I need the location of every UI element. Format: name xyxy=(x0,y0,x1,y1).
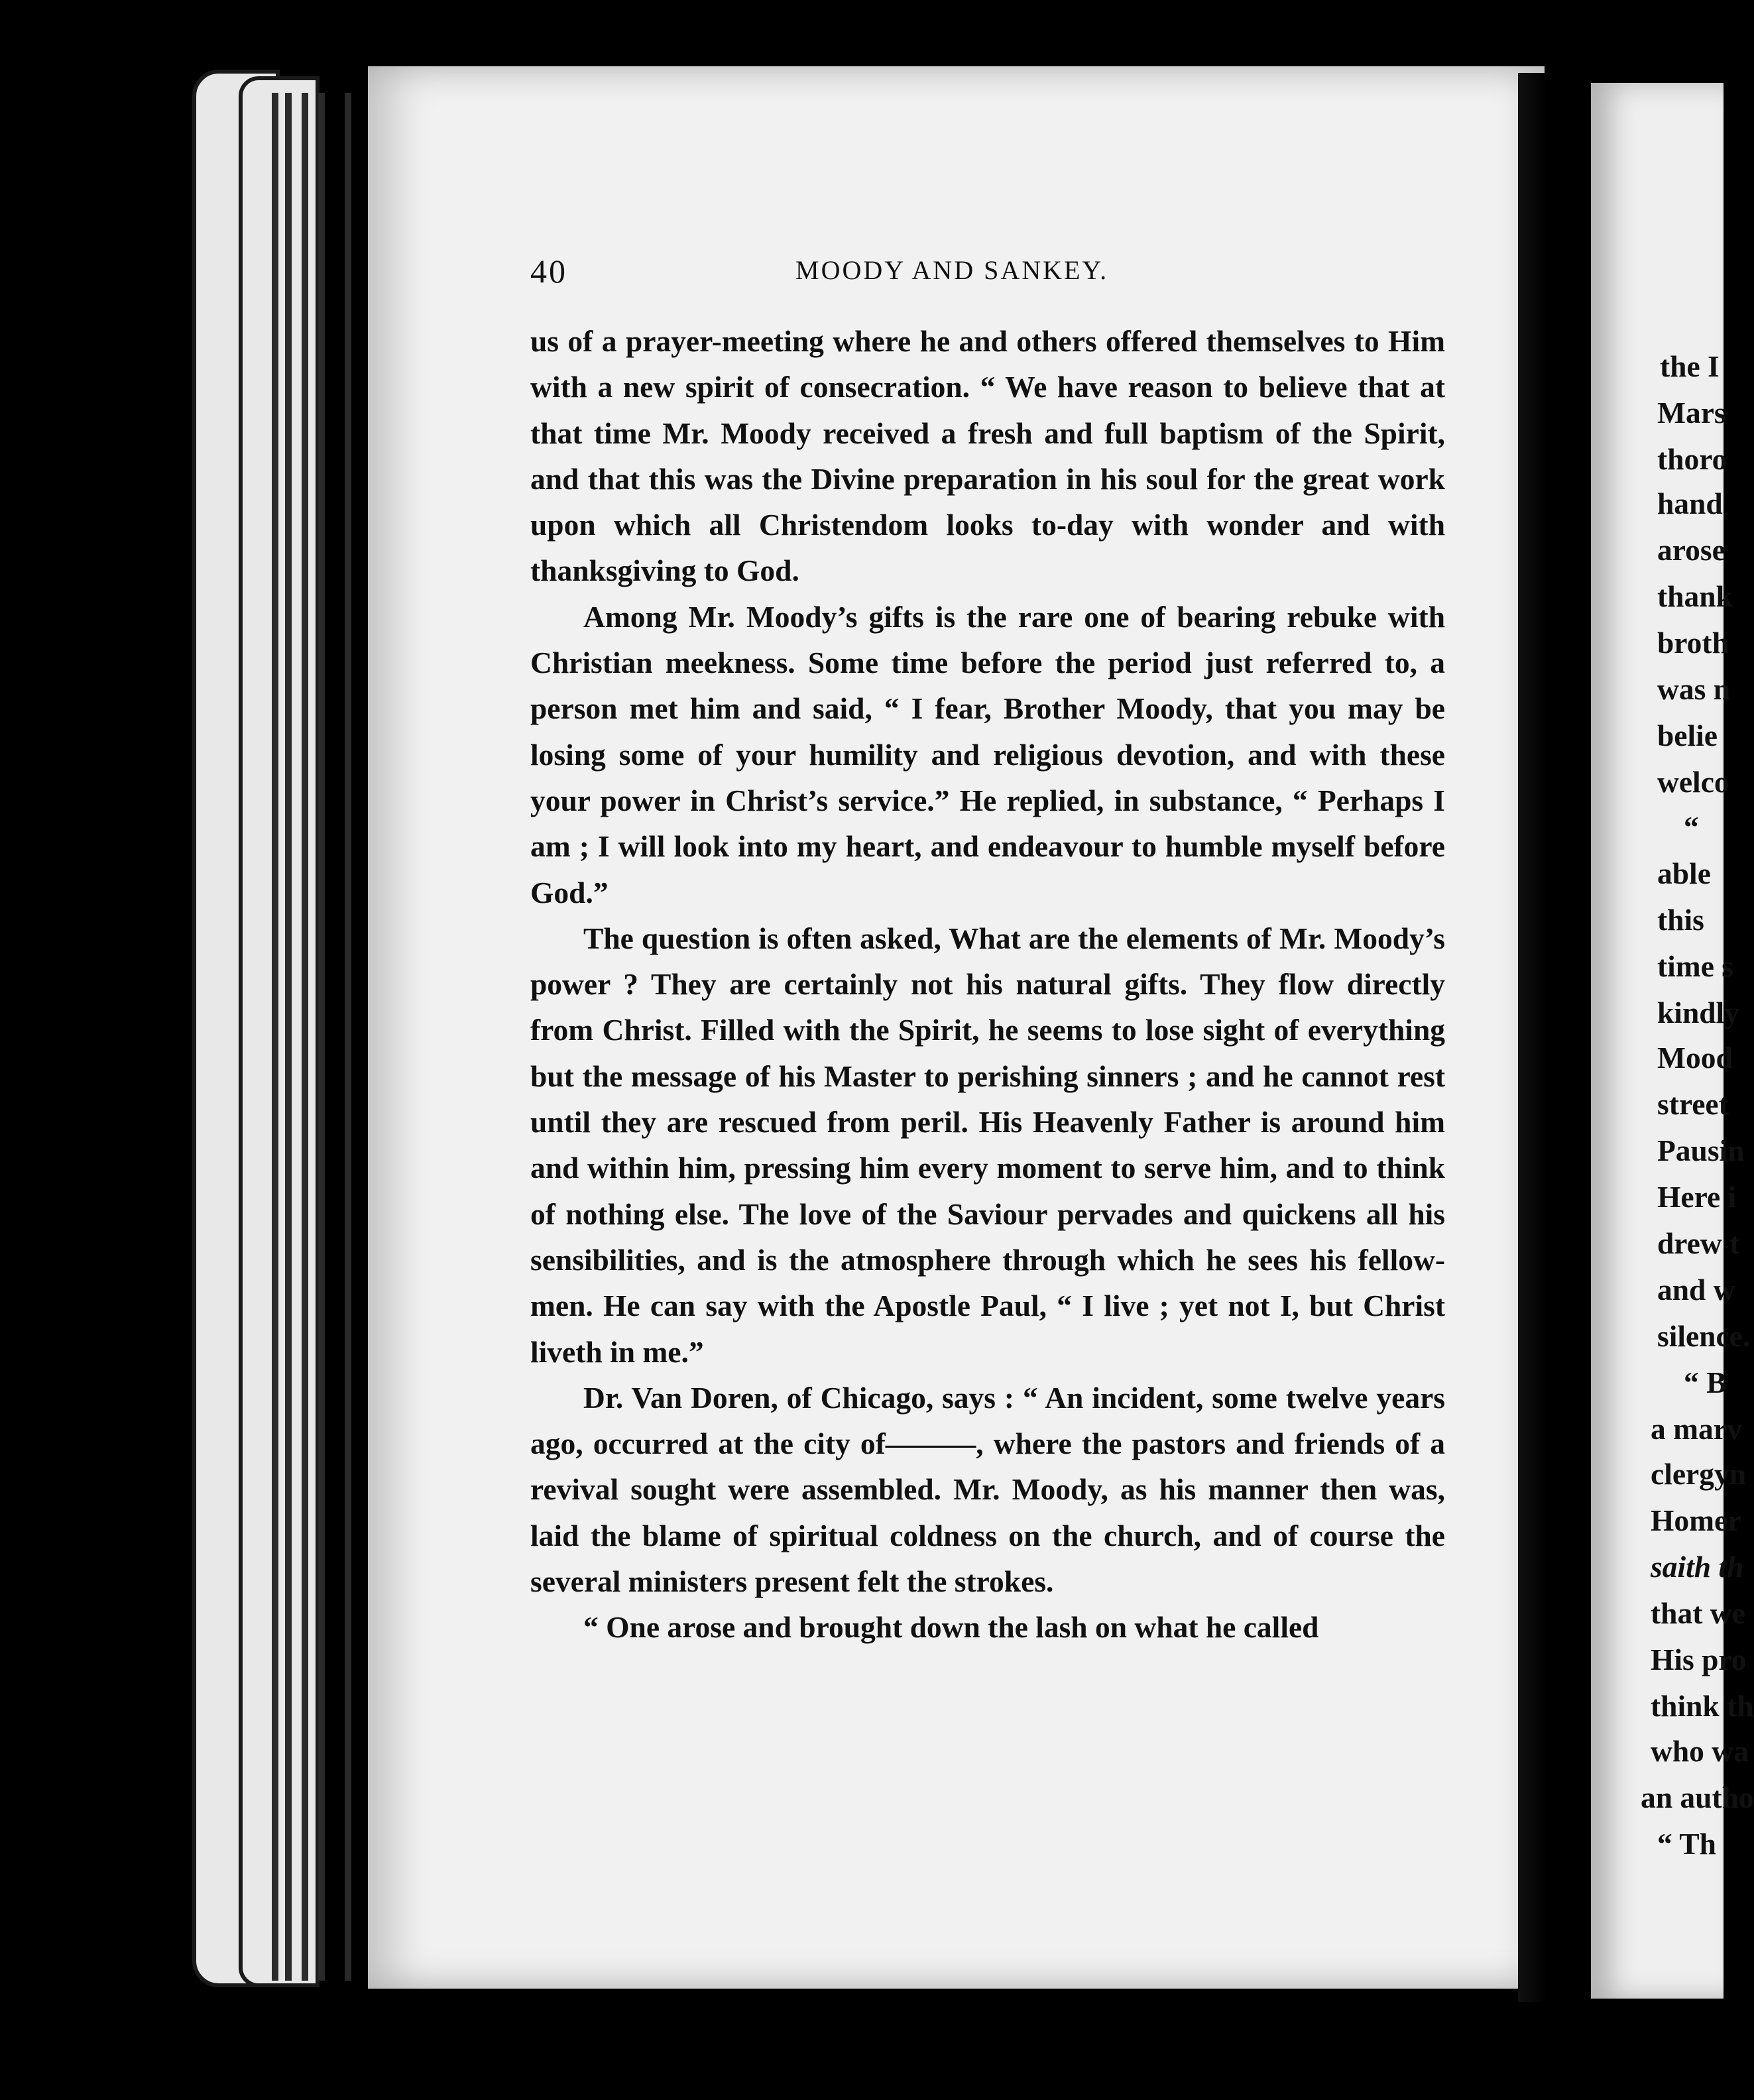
page-stack-line xyxy=(285,93,292,1981)
facing-page-fragment: Mars xyxy=(1657,396,1726,430)
facing-page-fragment: thoro xyxy=(1657,442,1727,476)
body-text xyxy=(530,318,1445,1651)
facing-page-fragment: think th xyxy=(1651,1689,1754,1723)
facing-page-fragment: broth xyxy=(1657,626,1729,660)
facing-page-fragment: arose xyxy=(1657,533,1725,567)
book-page-right xyxy=(1591,83,1754,1999)
facing-page-fragment: was n xyxy=(1657,672,1730,706)
facing-page-fragment: and w xyxy=(1657,1273,1735,1307)
facing-page-fragment: Pausin xyxy=(1657,1134,1745,1167)
paragraph: Dr. Van Doren, of Chicago, says : “ An incident, some twelve years ago, occurred at the city of———, where the pastors and friends of a revival sought were assembled. Mr. Moody, as his manner then was, laid the blame of spiritual coldness on the church, and of course the several ministers present felt the strokes. xyxy=(530,1380,1445,1599)
paragraph: “ One arose and brought down the lash on what he called xyxy=(583,1610,1319,1645)
paragraph: Among Mr. Moody’s gifts is the rare one of bearing rebuke with Christian meekness. Some time before the period just referred to, a person met him and said, “ I fear, Brother Moody, that you may be losing some of your humility and religious devotion, and with these your power in Christ’s service.” He replied, in substance, “ Perhaps I am ; I will look into my heart, and endeavour to humble myself before God.” xyxy=(530,599,1445,909)
facing-page-fragment: able xyxy=(1657,856,1711,890)
facing-page-fragment: Homer xyxy=(1651,1503,1741,1537)
paragraph: The question is often asked, What are the elements of Mr. Moody’s power ? They are certainly not his natural gifts. They flow directly from Christ. Filled with the Spirit, he seems to lose sight of everything but the message of his Master to perishing sinners ; and he cannot rest until they are rescued from peril. His Heavenly Father is around him and within him, pressing him every moment to serve him, and to think of nothing else. The love of the Saviour pervades and quickens all his sensibilities, and is the atmosphere through which he sees his fellow-men. He can say with the Apostle Paul, “ I live ; yet not I, but Christ liveth in me.” xyxy=(530,921,1445,1369)
page-stack-line xyxy=(272,93,278,1981)
page-stack-line xyxy=(318,93,325,1981)
facing-page-fragment: belie xyxy=(1657,719,1718,752)
page-stack-line xyxy=(345,93,351,1981)
facing-page-fragment: a marv xyxy=(1651,1412,1742,1446)
facing-page-fragment: thank xyxy=(1657,579,1733,613)
page-header xyxy=(530,252,1445,298)
facing-page-fragment: drew t xyxy=(1657,1226,1740,1260)
facing-page-fragment: clergyn xyxy=(1651,1457,1747,1491)
facing-page-fragment: “ Th xyxy=(1657,1827,1716,1861)
facing-page-fragment: welco xyxy=(1657,765,1729,799)
facing-page-fragment: street xyxy=(1657,1087,1729,1121)
book-gutter xyxy=(1518,73,1591,2002)
running-title: MOODY AND SANKEY. xyxy=(795,255,1109,285)
facing-page-fragment: “ xyxy=(1684,810,1699,844)
facing-page-fragment: silence. xyxy=(1657,1319,1751,1353)
page-stack-line xyxy=(302,93,308,1981)
page-number: 40 xyxy=(530,253,567,290)
facing-page-fragment: that we xyxy=(1651,1596,1745,1630)
facing-page-fragment: “ B xyxy=(1684,1366,1727,1399)
facing-page-fragment: hand xyxy=(1657,487,1723,520)
facing-page-fragment: Here i xyxy=(1657,1180,1737,1214)
paragraph: us of a prayer-meeting where he and others offered themselves to Him with a new spirit of consecration. “ We have reason to believe that at that time Mr. Moody received a fresh and full baptism of the Spirit, and that this was the Divine preparation in his soul for the great work upon which all Christendom looks to-day with wonder and with thanksgiving to God. xyxy=(530,324,1445,588)
facing-page-fragment: an autho xyxy=(1641,1780,1754,1814)
facing-page-fragment: who wa xyxy=(1651,1734,1749,1768)
facing-page-fragment: the I xyxy=(1660,349,1720,383)
facing-page-fragment: kindly xyxy=(1657,996,1739,1029)
facing-page-fragment: saith th xyxy=(1651,1550,1744,1584)
facing-page-fragment: Mood xyxy=(1657,1041,1733,1075)
facing-page-fragment: time s xyxy=(1657,949,1733,983)
facing-page-fragment: His pro xyxy=(1651,1643,1747,1676)
facing-page-fragment: this xyxy=(1657,903,1704,937)
